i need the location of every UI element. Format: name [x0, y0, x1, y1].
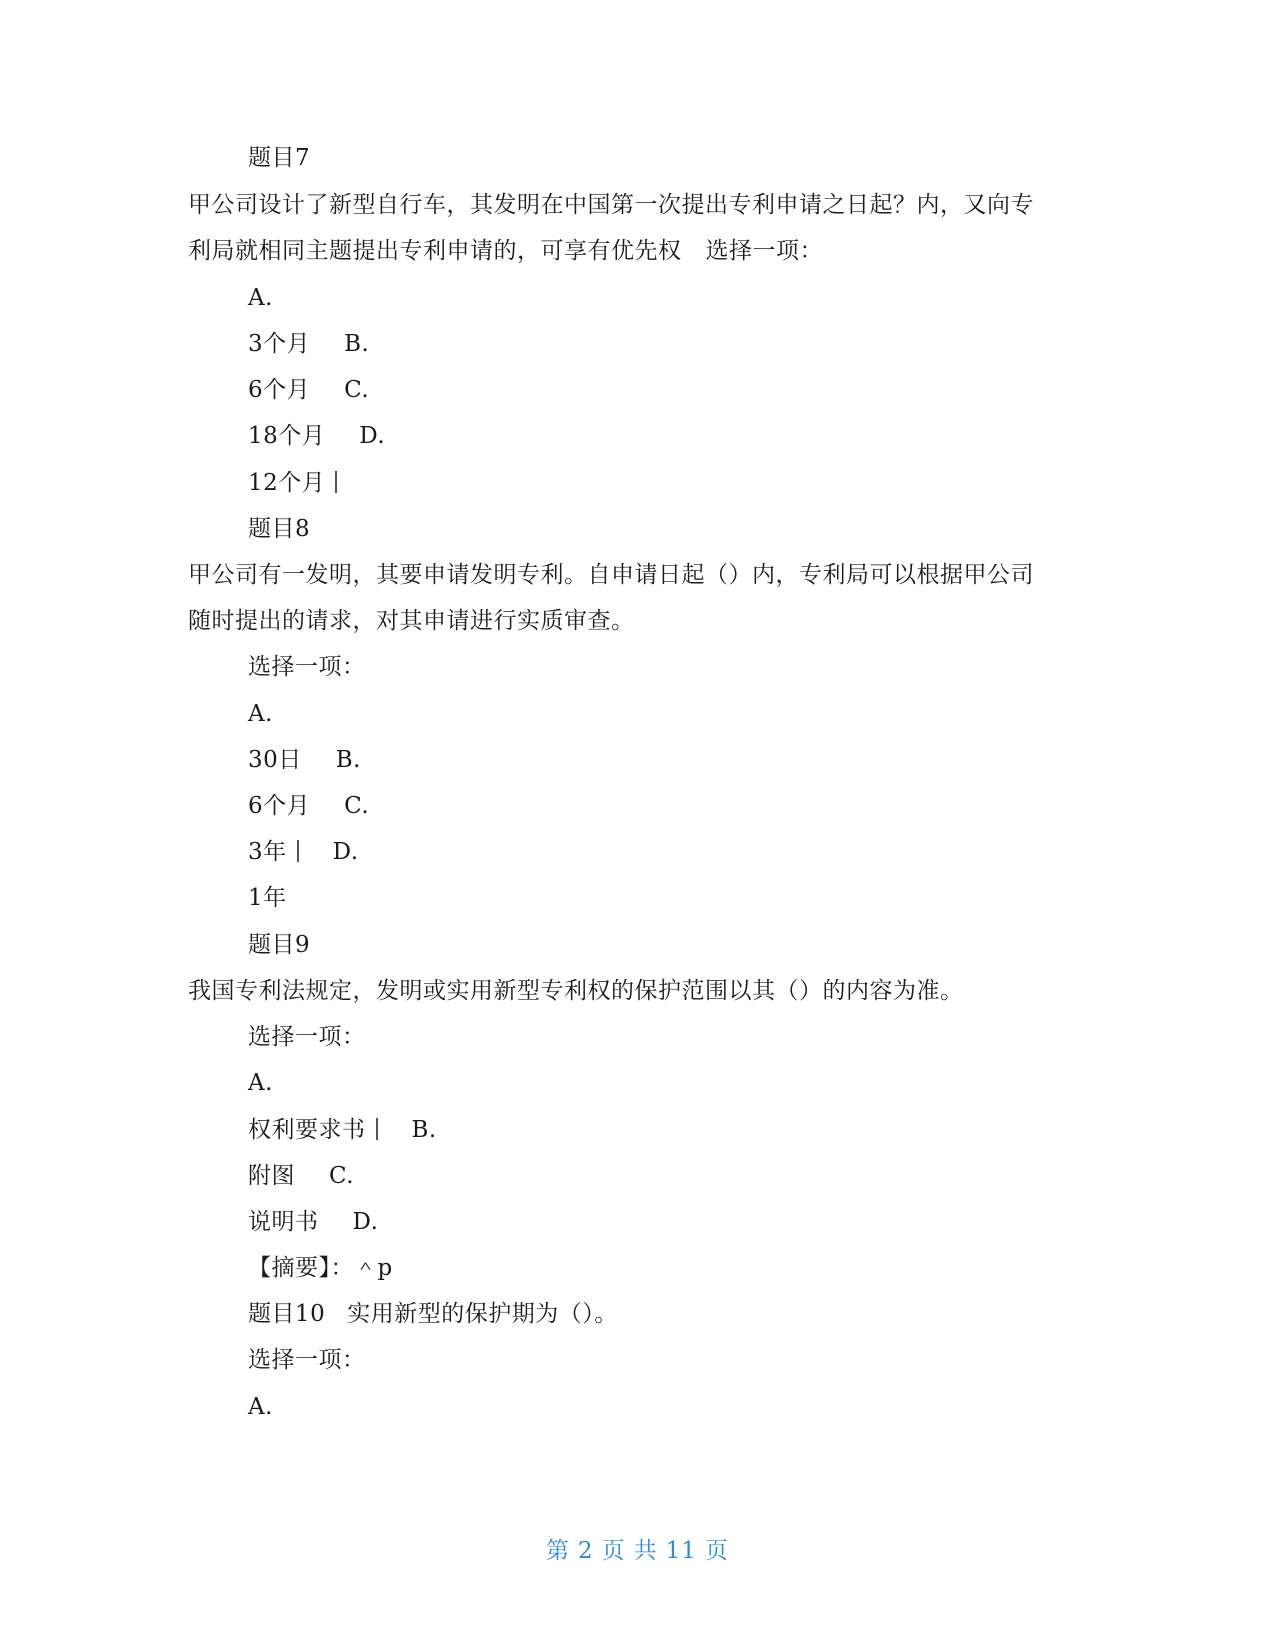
q9-option-b-text: 附图	[248, 1163, 295, 1189]
q10-title: 题目10	[248, 1301, 326, 1327]
q8-option-b-label: B.	[335, 747, 361, 773]
q9-option-c-label: C.	[329, 1163, 355, 1189]
q9-select-prompt: 选择一项：	[248, 1024, 366, 1050]
page-footer	[0, 1536, 1275, 1566]
q8-option-c-label: C.	[344, 793, 370, 819]
q7-option-line-2[interactable]	[248, 375, 369, 405]
q8-select-prompt: 选择一项：	[248, 654, 366, 680]
q8-option-a-label[interactable]: A.	[248, 701, 273, 727]
q7-option-a-label[interactable]: A.	[248, 285, 273, 311]
q8-option-line-2[interactable]	[248, 791, 369, 821]
q9-stem: 我国专利法规定，发明或实用新型专利权的保护范围以其（）的内容为准。	[188, 978, 964, 1004]
q9-option-d-label: D.	[352, 1209, 379, 1235]
q8-stem-line2: 随时提出的请求，对其申请进行实质审查。	[188, 608, 635, 634]
footer-total-pages: 11	[665, 1538, 697, 1564]
footer-page-number: 2	[578, 1538, 594, 1564]
selection-marker	[376, 1118, 378, 1140]
q9-option-line-3[interactable]	[248, 1207, 378, 1237]
q8-stem-line1: 甲公司有一发明，其要申请发明专利。自申请日起（）内，专利局可以根据甲公司	[188, 562, 1034, 588]
q8-option-b-text: 6个月	[248, 793, 311, 819]
q7-select-prompt: 选择一项：	[705, 238, 823, 264]
q8-option-a-text: 30日	[248, 747, 302, 773]
q9-option-c-text: 说明书	[248, 1209, 319, 1235]
q9-option-a-text: 权利要求书	[248, 1117, 366, 1143]
q7-option-line-3[interactable]	[248, 421, 385, 451]
q7-stem-line2	[188, 236, 823, 266]
q7-option-line-4[interactable]	[248, 468, 337, 498]
q10-select-prompt: 选择一项：	[248, 1347, 366, 1373]
q7-option-d-label: D.	[359, 423, 386, 449]
q7-option-c-text: 18个月	[248, 423, 326, 449]
q7-option-b-label: B.	[344, 331, 370, 357]
q8-option-line-1[interactable]	[248, 745, 361, 775]
q9-option-b-label: B.	[411, 1117, 437, 1143]
q7-option-c-label: C.	[344, 377, 370, 403]
q7-stem-line2-text: 利局就相同主题提出专利申请的，可享有优先权	[188, 238, 682, 264]
q8-option-d-text[interactable]: 1年	[248, 885, 287, 911]
q8-option-c-text: 3年	[248, 839, 287, 865]
selection-marker	[335, 471, 337, 493]
q10-title-line	[248, 1299, 618, 1329]
q7-title: 题目7	[248, 145, 311, 171]
footer-word-di: 第	[546, 1538, 571, 1564]
q7-option-b-text: 6个月	[248, 377, 311, 403]
q8-option-d-label: D.	[332, 839, 359, 865]
q7-option-line-1[interactable]	[248, 329, 369, 359]
footer-word-ye-2: 页	[704, 1538, 729, 1564]
selection-marker	[297, 840, 299, 862]
q7-option-a-text: 3个月	[248, 331, 311, 357]
q8-title: 题目8	[248, 516, 311, 542]
q7-stem-line1: 甲公司设计了新型自行车，其发明在中国第一次提出专利申请之日起？内，又向专	[188, 192, 1034, 218]
q10-stem: 实用新型的保护期为（）。	[347, 1301, 618, 1327]
q9-title: 题目9	[248, 932, 311, 958]
q9-option-line-1[interactable]	[248, 1115, 437, 1145]
q7-option-d-text: 12个月	[248, 470, 326, 496]
q9-option-a-label[interactable]: A.	[248, 1070, 273, 1096]
q8-option-line-3[interactable]	[248, 837, 359, 867]
footer-word-gong: 共	[633, 1538, 658, 1564]
footer-word-ye: 页	[601, 1538, 626, 1564]
q10-option-a-label[interactable]: A.	[248, 1394, 273, 1420]
q9-summary: 【摘要】：＾p	[248, 1255, 393, 1281]
q9-option-line-2[interactable]	[248, 1161, 354, 1191]
